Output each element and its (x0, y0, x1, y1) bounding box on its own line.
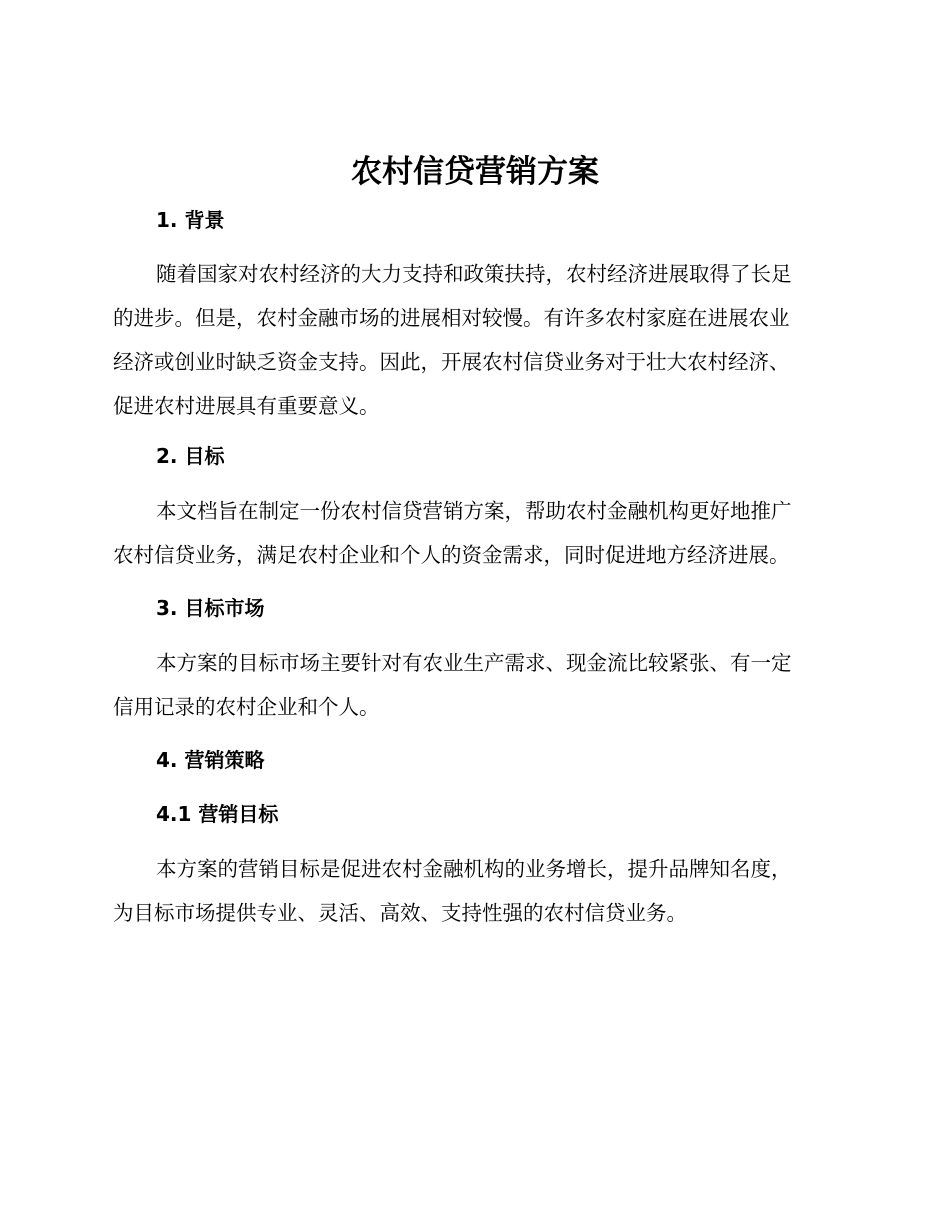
section-paragraph-goals (113, 489, 835, 577)
section-heading-marketing-strategy: 4. 营销策略 (156, 748, 265, 772)
paragraph-line: 随着国家对农村经济的大力支持和政策扶持，农村经济进展取得了长足 (156, 262, 792, 286)
paragraph-line: 信用记录的农村企业和个人。 (113, 695, 380, 719)
section-paragraph-target-market (113, 641, 835, 729)
paragraph-line: 本方案的营销目标是促进农村金融机构的业务增长，提升品牌知名度， (156, 857, 792, 881)
section-heading-goals: 2. 目标 (156, 444, 225, 468)
section-paragraph-background (113, 252, 835, 428)
section-heading-marketing-goals: 4.1 营销目标 (156, 802, 279, 826)
paragraph-line: 为目标市场提供专业、灵活、高效、支持性强的农村信贷业务。 (113, 901, 687, 925)
paragraph-line: 的进步。但是，农村金融市场的进展相对较慢。有许多农村家庭在进展农业 (113, 306, 790, 330)
section-heading-target-market: 3. 目标市场 (156, 596, 265, 620)
paragraph-line: 本方案的目标市场主要针对有农业生产需求、现金流比较紧张、有一定 (156, 651, 792, 675)
paragraph-line: 经济或创业时缺乏资金支持。因此，开展农村信贷业务对于壮大农村经济、 (113, 350, 790, 374)
paragraph-line: 本文档旨在制定一份农村信贷营销方案，帮助农村金融机构更好地推广 (156, 499, 792, 523)
paragraph-line: 促进农村进展具有重要意义。 (113, 394, 380, 418)
paragraph-line: 农村信贷业务，满足农村企业和个人的资金需求，同时促进地方经济进展。 (113, 543, 790, 567)
section-paragraph-marketing-goals (113, 847, 835, 935)
section-heading-background: 1. 背景 (156, 208, 225, 232)
page-title: 农村信贷营销方案 (351, 154, 599, 190)
